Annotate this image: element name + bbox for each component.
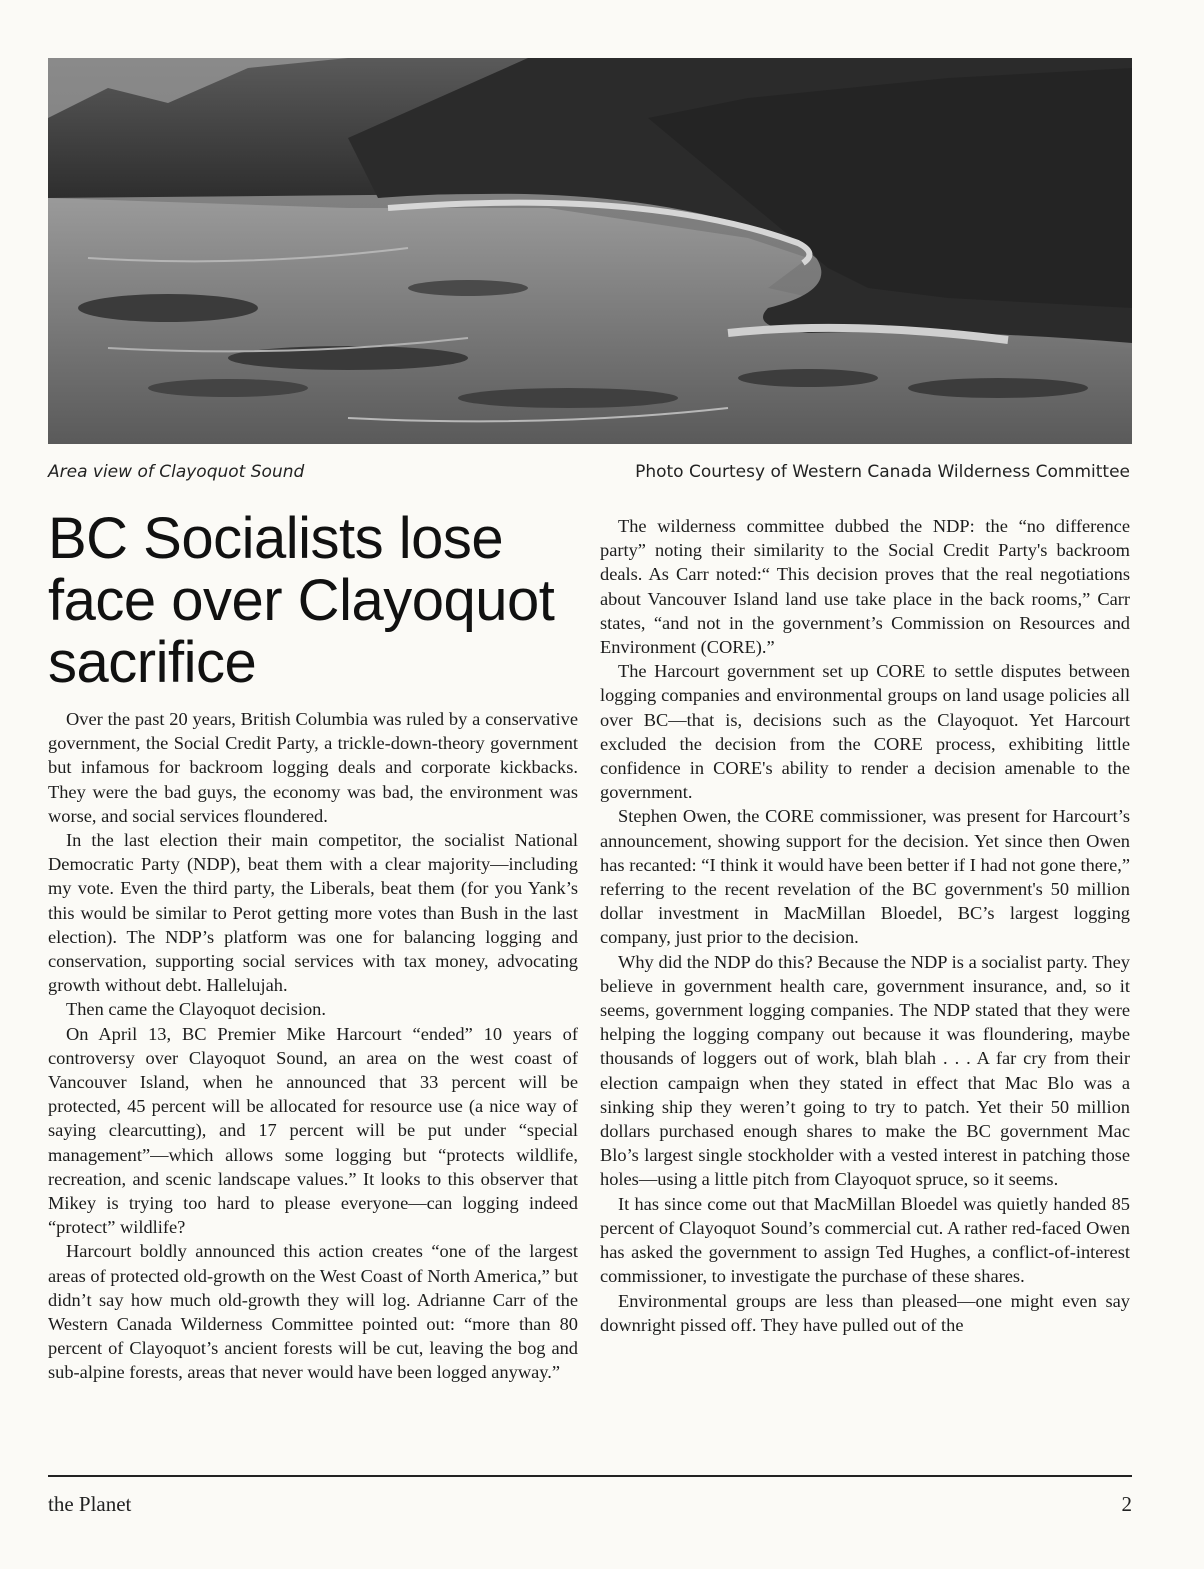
paragraph: In the last election their main competitor, the socialist National Democratic Party (NDP), beat them with a clear majority—including my vote. Even the third party, the Liberals, beat them (for you Yank’s this would be similar to Perot getting more votes than Bush in the last election). The NDP’s platform was one for balancing logging and conservation, supporting social services with tax money, advocating growth without debt. Hallelujah.: [48, 830, 578, 996]
paragraph: It has since come out that MacMillan Bloedel was quietly handed 85 percent of Clayoquot Sound’s commercial cut. A rather red-faced Owen has asked the government to assign Ted Hughes, a conflict-of-interest commissioner, to investigate the purchase of these shares.: [600, 1193, 1130, 1287]
clayoquot-aerial-photo: [48, 58, 1132, 444]
photo-credit: Photo Courtesy of Western Canada Wilderness Committee: [635, 462, 1130, 482]
paragraph: Harcourt boldly announced this action creates “one of the largest areas of protected old-growth on the West Coast of North America,” but didn’t say how much old-growth they will log. Adrianne Carr of the Western Canada Wilderness Committee pointed out: “more than 80 percent of Clayoquot’s ancient forests will be cut, leaving the bog and sub-alpine forests, areas that never would have been logged anyway.”: [48, 1241, 578, 1383]
photo-caption: Area view of Clayoquot Sound: [48, 462, 305, 482]
article-column-left: [48, 707, 578, 1385]
aerial-coastline-photo-icon: [48, 58, 1132, 444]
paragraph: The wilderness committee dubbed the NDP: the “no difference party” noting their similarity to the Social Credit Party's backroom deals. As Carr noted:“ This decision proves that the real negotiations about Vancouver Island land use take place in the back rooms,” Carr states, “and not in the government’s Commission on Resources and Environment (CORE).”: [600, 516, 1130, 658]
page-number: 2: [1121, 1492, 1132, 1516]
paragraph: Over the past 20 years, British Columbia was ruled by a conservative government, the Social Credit Party, a trickle-down-theory government but infamous for backroom logging deals and corporate kickbacks. They were the bad guys, the economy was bad, the environment was worse, and social services floundered.: [48, 709, 578, 826]
paragraph: Environmental groups are less than pleased—one might even say downright pissed off. They have pulled out of the: [600, 1290, 1130, 1335]
paragraph: Stephen Owen, the CORE commissioner, was present for Harcourt’s announcement, showing support for the decision. Yet since then Owen has recanted: “I think it would have been better if I had not gone there,” referring to the recent revelation of the BC government's 50 million dollar investment in MacMillan Bloedel, BC’s largest logging company, just prior to the decision.: [600, 806, 1130, 948]
paragraph: Why did the NDP do this? Because the NDP is a socialist party. They believe in government health care, government insurance, and, so it seems, government logging companies. The NDP stated that they were helping the logging company out because it was floundering, maybe thousands of loggers out of work, blah blah . . . A far cry from their election campaign when they stated in effect that Mac Blo was a sinking ship they weren’t going to try to patch. Yet their 50 million dollars purchased enough shares to make the BC government Mac Blo’s largest single stockholder with a vested interest in patching those holes—using a little pitch from Clayoquot spruce, so it seems.: [600, 951, 1130, 1190]
publication-name: the Planet: [48, 1492, 132, 1516]
article-headline: BC Socialists lose face over Clayoquot sacrifice: [48, 506, 555, 695]
footer-divider: [48, 1475, 1132, 1477]
paragraph: Then came the Clayoquot decision.: [66, 999, 326, 1020]
paragraph: The Harcourt government set up CORE to settle disputes between logging companies and environmental groups on land usage policies all over BC—that is, decisions such as the Clayoquot. Yet Harcourt excluded the decision from the CORE process, exhibiting little confidence in CORE's ability to render a decision amenable to the government.: [600, 661, 1130, 803]
article-column-right: [600, 514, 1130, 1337]
paragraph: On April 13, BC Premier Mike Harcourt “ended” 10 years of controversy over Clayoquot Sound, an area on the west coast of Vancouver Island, when he announced that 33 percent will be protected, 45 percent will be allocated for resource use (a nice way of saying clearcutting), and 17 percent will be put under “special management”—which allows some logging but “protects wildlife, recreation, and scenic landscape values.” It looks to this observer that Mikey is trying too hard to please everyone—can logging indeed “protect” wildlife?: [48, 1023, 578, 1238]
